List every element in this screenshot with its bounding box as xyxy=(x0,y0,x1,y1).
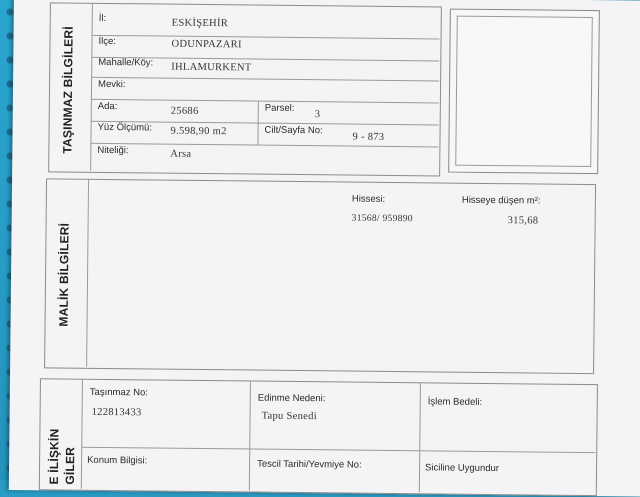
owner-info-heading: MALİK BİLGİLERİ xyxy=(56,222,72,327)
transaction-price-label: İşlem Bedeli: xyxy=(427,396,483,408)
locality-label: Mevki: xyxy=(98,78,126,91)
transaction-heading-line1: E İLİŞKİN xyxy=(46,428,62,485)
share-area-label: Hisseye düşen m²: xyxy=(461,194,541,207)
neighborhood-value: IHLAMURKENT xyxy=(171,61,252,74)
property-no-label: Taşınmaz No: xyxy=(89,386,148,399)
province-label: İl: xyxy=(98,12,107,24)
acquisition-value: Tapu Senedi xyxy=(261,410,317,423)
volume-page-label: Cilt/Sayfa No: xyxy=(264,124,323,137)
share-value: 31568/ 959890 xyxy=(351,213,413,225)
parcel-value: 3 xyxy=(314,109,321,121)
share-area-value: 315,68 xyxy=(507,215,539,227)
acquisition-label: Edinme Nedeni: xyxy=(257,392,326,405)
block-label: Ada: xyxy=(97,100,118,113)
registration-label: Tescil Tarihi/Yevmiye No: xyxy=(257,458,362,471)
location-label: Konum Bilgisi: xyxy=(87,454,148,467)
photo-frame xyxy=(448,9,600,175)
property-info-heading: TAŞINMAZ BİLGİLERİ xyxy=(60,25,76,154)
photo-inner-frame xyxy=(455,16,593,167)
neighborhood-label: Mahalle/Köy: xyxy=(98,56,154,69)
province-value: ESKİŞEHİR xyxy=(171,17,229,30)
block-value: 25686 xyxy=(170,105,199,117)
district-value: ODUNPAZARI xyxy=(171,38,242,51)
district-label: İlçe: xyxy=(98,35,117,48)
transaction-heading-line2: GİLER xyxy=(62,446,78,485)
area-label: Yüz Ölçümü: xyxy=(97,121,153,134)
volume-page-value: 9 - 873 xyxy=(352,131,385,143)
property-no-value: 122813433 xyxy=(91,406,142,419)
title-deed-document xyxy=(9,0,640,497)
share-label: Hissesi: xyxy=(351,193,386,205)
quality-value: Arsa xyxy=(170,148,192,160)
registry-conformity-label: Siciline Uygundur xyxy=(425,462,500,475)
owner-info-section xyxy=(44,178,596,374)
quality-label: Niteliği: xyxy=(97,144,129,157)
area-value: 9.598,90 m2 xyxy=(170,125,227,138)
parcel-label: Parsel: xyxy=(264,102,295,114)
